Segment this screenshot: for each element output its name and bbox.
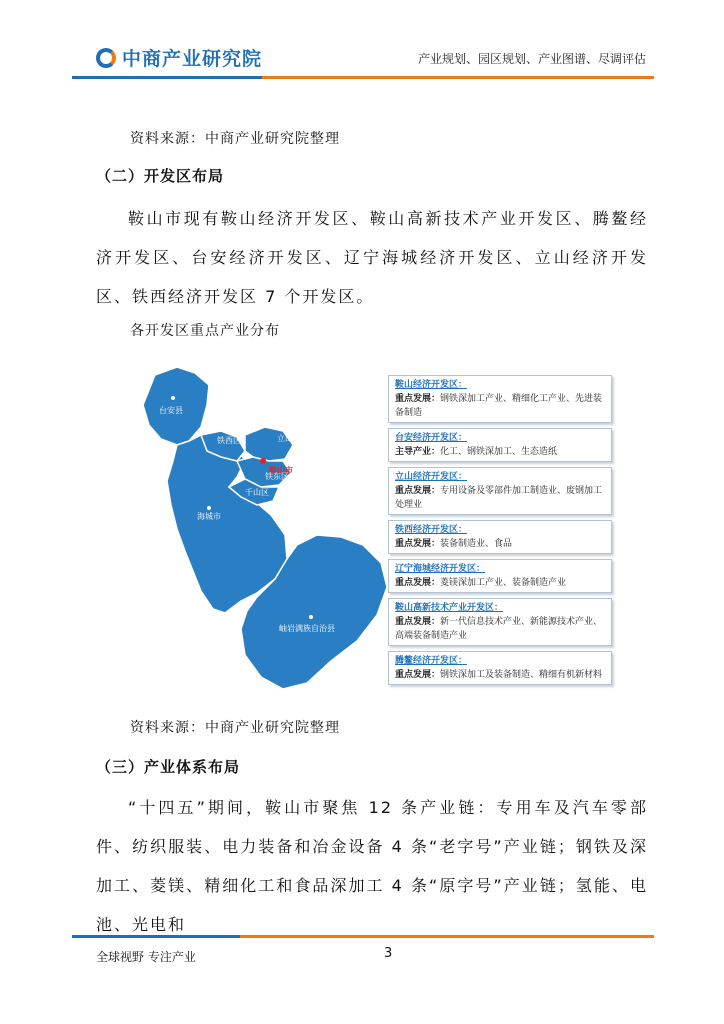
source-note-mid: 资料来源：中商产业研究院整理 (130, 720, 340, 736)
zone-legend (388, 375, 612, 690)
legend-card-label: 重点发展： (395, 539, 441, 549)
legend-card-title: 鞍山经济开发区： (395, 380, 468, 390)
legend-card-title: 鞍山高新技术产业开发区： (395, 603, 504, 613)
label-tiexi: 铁西区 (217, 436, 241, 445)
legend-card-label: 重点发展： (395, 617, 441, 627)
figure-caption: 各开发区重点产业分布 (130, 323, 280, 339)
label-lishan: 立山区 (277, 434, 301, 443)
legend-card-title: 腾鳌经济开发区： (395, 656, 468, 666)
legend-card-title: 立山经济开发区： (395, 472, 468, 482)
header-divider-blue (72, 76, 262, 79)
header-tagline: 产业规划、园区规划、产业图谱、尽调评估 (417, 52, 646, 66)
legend-card-text: 装备制造业、食品 (440, 539, 513, 549)
marker-xiuyan (309, 615, 313, 619)
footer-slogan: 全球视野 专注产业 (96, 950, 196, 964)
label-tiedong: 铁东区 (265, 472, 289, 481)
header-divider-orange (262, 76, 654, 79)
legend-card (388, 559, 612, 593)
legend-card-text: 化工、钢铁深加工、生态造纸 (440, 447, 558, 457)
legend-card (388, 520, 612, 554)
label-anshan-city: 鞍山市 (269, 466, 293, 475)
page-header (0, 0, 724, 80)
label-qianshan: 千山区 (245, 488, 269, 497)
legend-card-label: 重点发展： (395, 578, 441, 588)
legend-card-title: 辽宁海城经济开发区： (395, 564, 486, 574)
section3-paragraph: “十四五”期间，鞍山市聚焦 12 条产业链：专用车及汽车零部件、纺织服装、电力装备和冶金设备 4 条“老字号”产业链；钢铁及深加工、菱镁、精细化工和食品深加工 4 条“原字号”产业链；氢能、电池、光电和 (96, 798, 648, 934)
legend-card-label: 重点发展： (395, 670, 441, 680)
legend-card-text: 钢铁深加工及装备制造、精细有机新材料 (440, 670, 603, 680)
footer-divider-blue (72, 935, 240, 938)
legend-card (388, 467, 612, 515)
map-regions (143, 367, 387, 689)
legend-card-text: 新一代信息技术产业、新能源技术产业、高端装备制造产业 (395, 617, 603, 641)
legend-card-title: 铁西经济开发区： (395, 525, 468, 535)
section2-heading: （二）开发区布局 (96, 167, 225, 185)
legend-card (388, 428, 612, 462)
logo-icon (96, 48, 116, 68)
section3-heading: （三）产业体系布局 (96, 758, 241, 776)
anshan-map (137, 365, 387, 695)
footer-divider-orange (240, 935, 654, 938)
logo (96, 44, 262, 71)
legend-card-title: 台安经济开发区： (395, 433, 468, 443)
marker-haicheng (207, 506, 211, 510)
legend-card-label: 重点发展： (395, 394, 441, 404)
logo-text: 中商产业研究院 (122, 48, 263, 70)
label-haicheng: 海城市 (197, 512, 221, 521)
legend-card-label: 主导产业： (395, 447, 441, 457)
legend-card (388, 651, 612, 685)
legend-card (388, 598, 612, 646)
marker-taian (171, 396, 175, 400)
page-number: 3 (384, 946, 393, 961)
region-lishan (245, 427, 293, 461)
label-taian: 台安县 (159, 406, 183, 415)
legend-card-text: 专用设备及零部件加工制造业、废钢加工处理业 (395, 486, 603, 510)
legend-card (388, 375, 612, 423)
marker-anshan-city (260, 458, 266, 464)
map-svg (137, 365, 387, 695)
legend-card-text: 菱镁深加工产业、装备制造产业 (440, 578, 567, 588)
source-note-top: 资料来源：中商产业研究院整理 (130, 131, 340, 147)
legend-card-text: 钢铁深加工产业、精细化工产业、先进装备制造 (395, 394, 603, 418)
label-xiuyan: 岫岩满族自治县 (279, 624, 335, 633)
section2-paragraph: 鞍山市现有鞍山经济开发区、鞍山高新技术产业开发区、腾鳌经济开发区、台安经济开发区、辽宁海城经济开发区、立山经济开发区、铁西经济开发区 7 个开发区。 (96, 209, 648, 306)
legend-card-label: 重点发展： (395, 486, 441, 496)
